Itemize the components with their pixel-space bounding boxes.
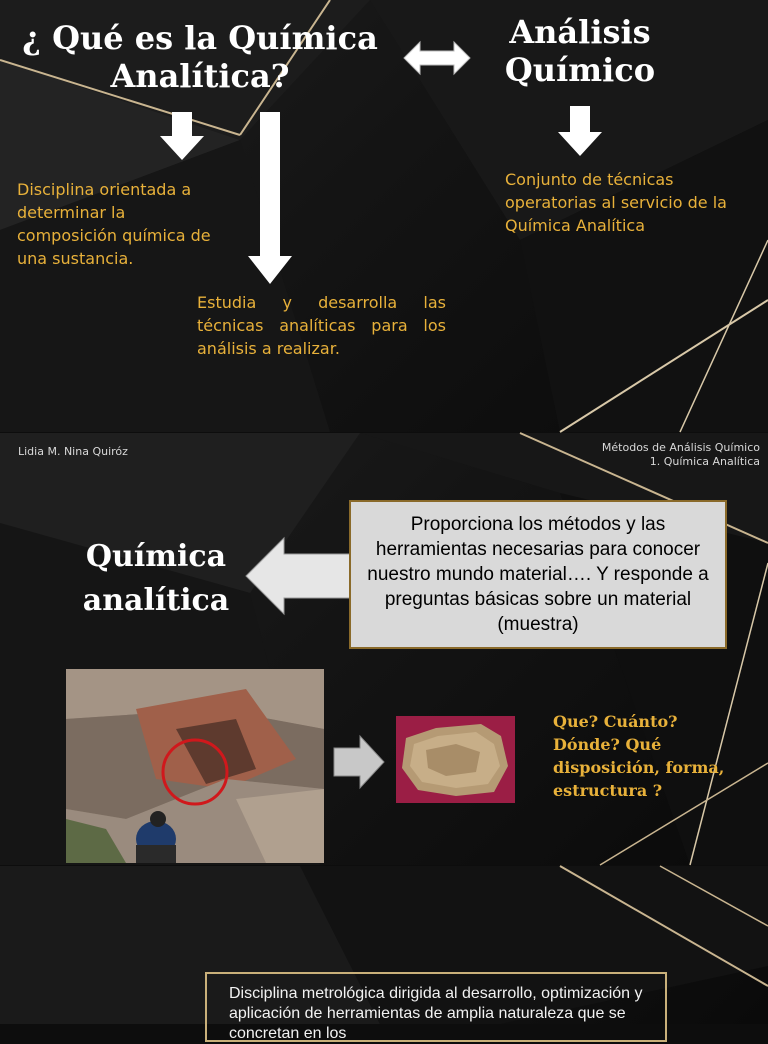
right-arrow-icon xyxy=(332,734,386,790)
course-footer xyxy=(602,441,760,469)
slide-3 xyxy=(0,866,768,1042)
definition-box: Disciplina metrológica dirigida al desarrollo, optimización y aplicación de herramientas de amplia naturaleza que se concretan en los xyxy=(205,972,667,1042)
course-name: Métodos de Análisis Químico xyxy=(601,441,760,454)
questions-text: Que? Cuánto? Dónde? Qué disposición, forma, estructura ? xyxy=(553,712,725,800)
slide-title: Química analítica xyxy=(82,539,230,618)
field-sampling-photo xyxy=(66,669,324,863)
left-arrow-icon xyxy=(244,536,356,616)
author-footer: Lidia M. Nina Quiróz xyxy=(18,445,128,458)
slide-2 xyxy=(0,433,768,865)
down-arrow-icon xyxy=(158,110,206,162)
right-definition: Conjunto de técnicas operatorias al servicio de la Química Analítica xyxy=(505,170,727,235)
down-arrow-long-icon xyxy=(246,110,294,286)
slide-1 xyxy=(0,0,768,432)
right-title: Análisis Químico xyxy=(504,13,656,89)
course-section: 1. Química Analítica xyxy=(649,455,760,468)
definition-callout: Proporciona los métodos y las herramientas necesarias para conocer nuestro mundo material…. Y responde a preguntas básicas sobre un material (muestra) xyxy=(349,500,727,649)
center-definition: Estudia y desarrolla las técnicas analíticas para los análisis a realizar. xyxy=(197,293,446,358)
slide-title: ¿ Qué es la Química Analítica? xyxy=(22,19,378,95)
left-definition: Disciplina orientada a determinar la composición química de una sustancia. xyxy=(17,180,211,268)
rock-sample-photo xyxy=(396,716,515,803)
down-arrow-icon xyxy=(556,104,604,158)
double-arrow-icon xyxy=(402,38,472,78)
